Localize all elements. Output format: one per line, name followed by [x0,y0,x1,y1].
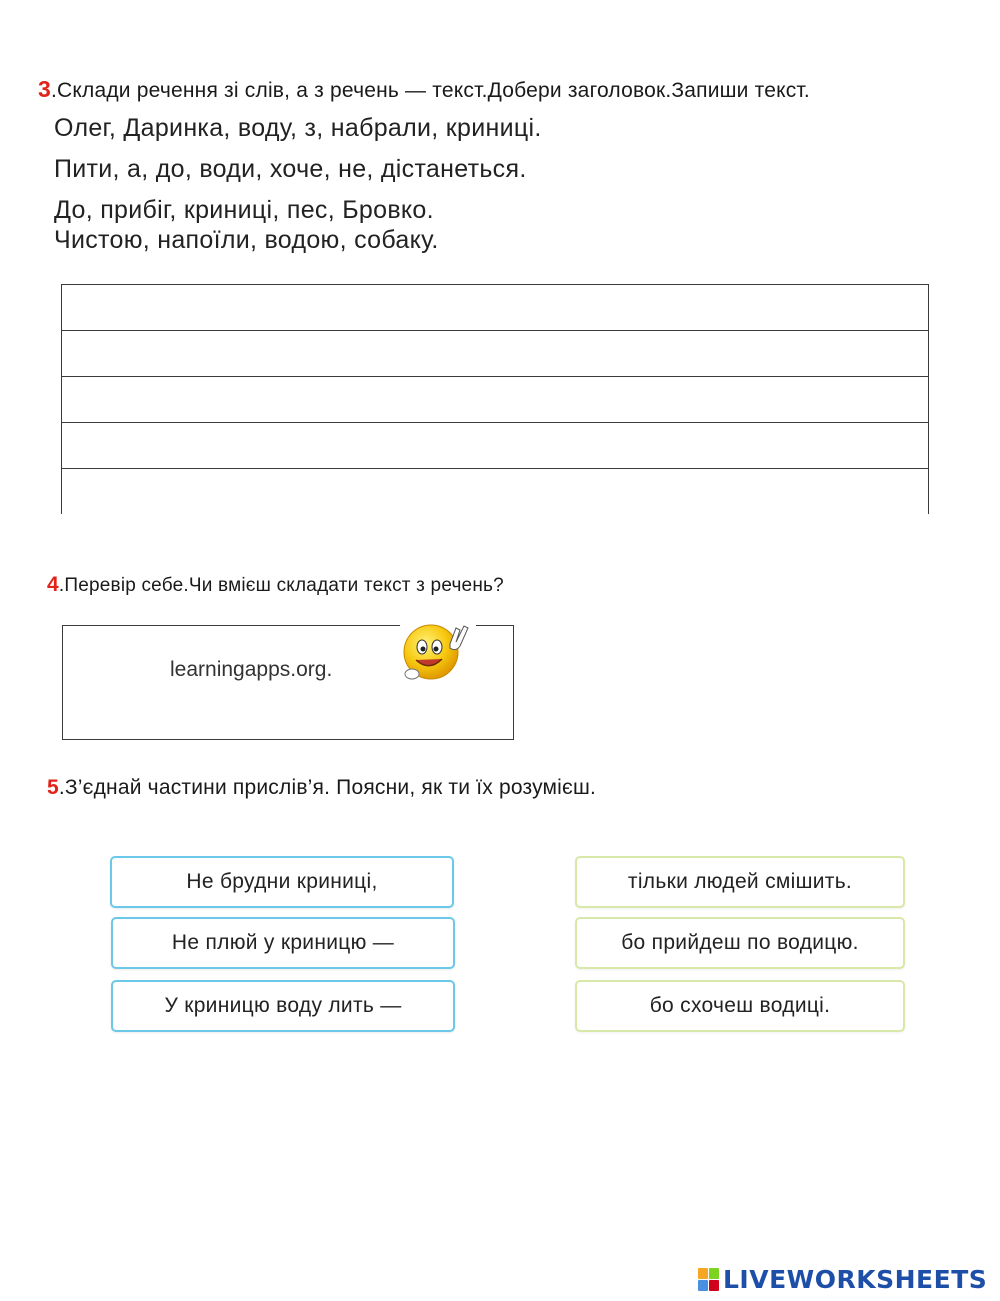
proverb-left-2[interactable]: Не плюй у криницю — [111,917,455,969]
sentence-3: До, прибіг, криниці, пес, Бровко. [54,196,434,224]
answer-line-1[interactable] [62,285,928,331]
task-4-heading [47,573,504,597]
task-4-title: .Перевір себе.Чи вмієш складати текст з речень? [58,575,504,596]
task-3-heading [38,76,810,103]
proverb-left-1[interactable]: Не брудни криниці, [110,856,454,908]
answer-line-5[interactable] [62,469,928,515]
task-3-number: 3 [38,76,51,102]
liveworksheets-logo [697,1265,987,1294]
answer-line-3[interactable] [62,377,928,423]
task-3-title: .Склади речення зі слів, а з речень — текст.Добери заголовок.Запиши текст. [51,79,810,102]
learningapps-link[interactable]: learningapps.org. [170,658,333,681]
sentence-4: Чистою, напоїли, водою, собаку. [54,226,439,254]
task-5-heading [47,776,596,800]
proverb-right-1[interactable]: тільки людей смішить. [575,856,905,908]
answer-line-2[interactable] [62,331,928,377]
task-5-title: .З’єднай частини прислів’я. Поясни, як ти їх розумієш. [58,776,597,799]
answer-lines-box [61,284,929,514]
liveworksheets-icon [697,1267,721,1293]
task-4-number: 4 [47,573,59,596]
sentence-1: Олег, Даринка, воду, з, набрали, криниці. [54,114,542,142]
proverb-right-3[interactable]: бо схочеш водиці. [575,980,905,1032]
answer-line-4[interactable] [62,423,928,469]
liveworksheets-brand: LIVEWORKSHEETS [723,1265,988,1294]
proverb-left-3[interactable]: У криницю воду лить — [111,980,455,1032]
smiley-icon [398,622,478,684]
task-5-number: 5 [47,776,59,799]
proverb-right-2[interactable]: бо прийдеш по водицю. [575,917,905,969]
sentence-2: Пити, а, до, води, хоче, не, дістанеться. [54,155,527,183]
